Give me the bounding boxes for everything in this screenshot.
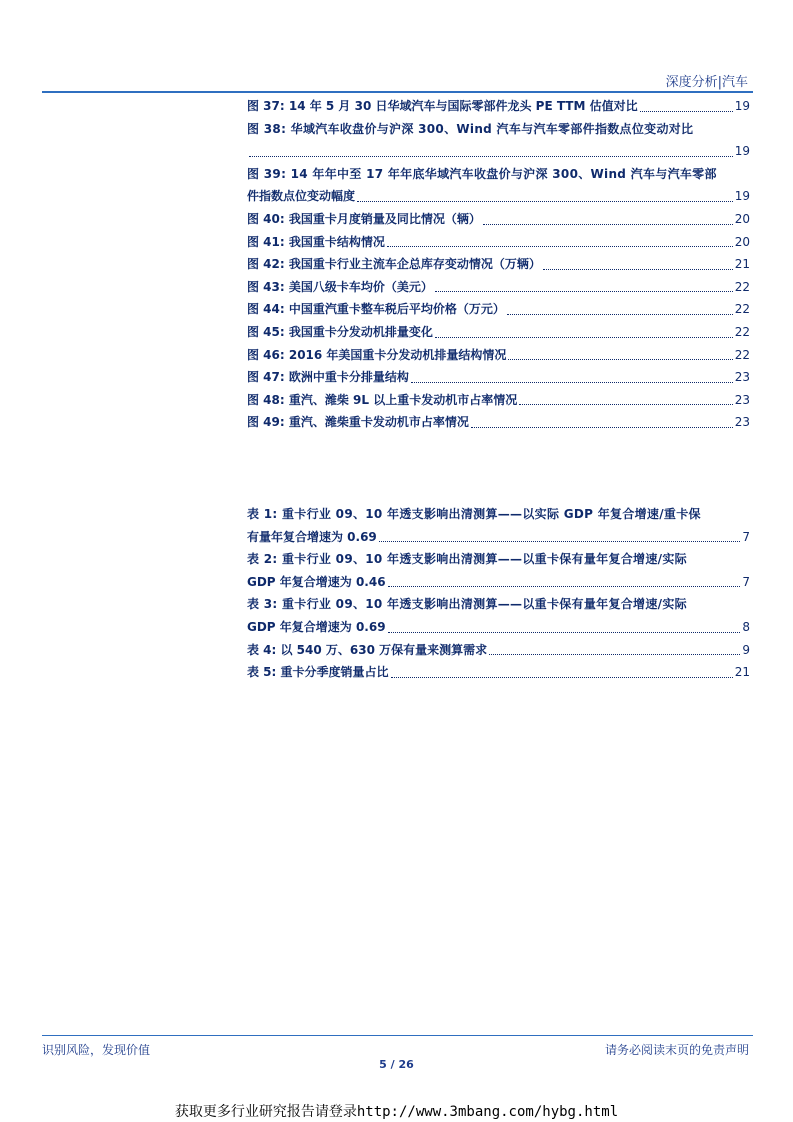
toc-entry-page: 23 [734,392,750,407]
toc-entry-tab1-line1[interactable]: 表 1: 重卡行业 09、10 年透支影响出清测算——以实际 GDP 年复合增速/重卡保 [247,507,701,521]
toc-entry-label: 图 44: 中国重汽重卡整车税后平均价格（万元） [247,302,505,317]
toc-entry-label: GDP 年复合增速为 0.69 [247,619,386,634]
toc-entry-page: 19 [734,144,750,159]
toc-entry-tab3[interactable] [247,616,750,639]
table-list [247,503,750,684]
toc-entry-tab2[interactable] [247,571,750,594]
toc-entry-fig44[interactable] [247,298,750,321]
toc-entry-label: GDP 年复合增速为 0.46 [247,574,386,589]
leader-dots [435,291,733,292]
toc-entry-tab4[interactable] [247,639,750,662]
leader-dots [489,654,740,655]
leader-dots [471,427,733,428]
toc-entry-fig47[interactable] [247,366,750,389]
leader-dots [387,246,733,247]
toc-entry-page: 7 [742,574,750,589]
footer-disclaimer-link[interactable]: 请务必阅读末页的免责声明 [604,1043,749,1057]
toc-entry-page: 9 [742,642,750,657]
watermark-text: 获取更多行业研究报告请登录http://www.3mbang.com/hybg.html [174,1104,619,1120]
leader-dots [391,677,733,678]
toc-entry-page: 22 [734,302,750,317]
toc-entry-tab3-line1[interactable]: 表 3: 重卡行业 09、10 年透支影响出清测算——以重卡保有量年复合增速/实际 [247,597,687,612]
toc-entry-label: 图 41: 我国重卡结构情况 [247,234,385,249]
leader-dots [435,337,733,338]
toc-entry-label: 图 45: 我国重卡分发动机排量变化 [247,324,433,339]
toc-entry-fig38[interactable] [247,140,750,163]
toc-entry-fig40[interactable] [247,208,750,231]
toc-entry-fig42[interactable] [247,253,750,276]
leader-dots [388,586,741,587]
leader-dots [507,314,733,315]
page-number: 5 / 26 [379,1058,414,1071]
leader-dots [411,382,733,383]
toc-entry-label: 有量年复合增速为 0.69 [247,529,377,544]
toc-entry-label: 表 4: 以 540 万、630 万保有量来测算需求 [247,642,488,657]
toc-entry-label: 图 43: 美国八级卡车均价（美元） [247,279,433,294]
toc-entry-fig38-line1[interactable]: 图 38: 华域汽车收盘价与沪深 300、Wind 汽车与汽车零部件指数点位变动对比 [247,121,694,136]
toc-entry-page: 23 [734,415,750,430]
leader-dots [508,359,732,360]
toc-entry-page: 23 [734,370,750,385]
toc-entry-page: 21 [734,665,750,680]
leader-dots [388,632,741,633]
toc-entry-fig41[interactable] [247,231,750,254]
toc-entry-fig49[interactable] [247,411,750,434]
footer-divider [42,1035,753,1036]
toc-entry-label: 图 48: 重汽、潍柴 9L 以上重卡发动机市占率情况 [247,392,518,407]
toc-entry-page: 8 [742,619,750,634]
toc-entry-tab2-line1[interactable]: 表 2: 重卡行业 09、10 年透支影响出清测算——以重卡保有量年复合增速/实际 [247,552,687,567]
leader-dots [640,111,733,112]
toc-entry-label: 图 49: 重汽、潍柴重卡发动机市占率情况 [247,415,469,430]
leader-dots [483,224,733,225]
toc-entry-page: 19 [734,99,750,113]
toc-entry-label: 图 42: 我国重卡行业主流车企总库存变动情况（万辆） [247,257,541,272]
header-divider [42,91,753,93]
footer-slogan: 识别风险，发现价值 [42,1043,151,1057]
toc-entry-page: 21 [734,257,750,272]
leader-dots [543,269,733,270]
toc-entry-fig39[interactable] [247,185,750,208]
toc-entry-fig43[interactable] [247,276,750,299]
leader-dots [249,156,733,157]
leader-dots [379,541,741,542]
toc-entry-label: 图 40: 我国重卡月度销量及同比情况（辆） [247,211,481,226]
toc-entry-label: 表 5: 重卡分季度销量占比 [247,665,389,680]
leader-dots [357,201,733,202]
toc-entry-label: 图 46: 2016 年美国重卡分发动机排量结构情况 [247,347,507,362]
toc-entry-label: 图 37: 14 年 5 月 30 日华域汽车与国际零部件龙头 PE TTM 估值对比 [247,99,638,113]
section-title: 深度分析|汽车 [665,75,748,90]
figure-list [247,95,750,434]
toc-entry-page: 7 [742,529,750,544]
toc-entry-fig45[interactable] [247,321,750,344]
toc-entry-fig37[interactable] [247,95,750,118]
toc-entry-page: 20 [734,211,750,226]
toc-entry-page: 22 [734,324,750,339]
toc-entry-tab1[interactable] [247,526,750,549]
toc-entry-page: 20 [734,234,750,249]
toc-entry-label: 图 47: 欧洲中重卡分排量结构 [247,370,409,385]
leader-dots [519,404,733,405]
toc-entry-page: 19 [734,189,750,204]
toc-entry-tab5[interactable] [247,661,750,684]
toc-entry-page: 22 [734,279,750,294]
toc-entry-page: 22 [734,347,750,362]
toc-entry-fig39-line1[interactable]: 图 39: 14 年年中至 17 年年底华域汽车收盘价与沪深 300、Wind 汽车与汽车零部 [247,166,717,181]
toc-entry-fig46[interactable] [247,344,750,367]
toc-entry-fig48[interactable] [247,389,750,412]
toc-entry-label: 件指数点位变动幅度 [247,189,356,204]
